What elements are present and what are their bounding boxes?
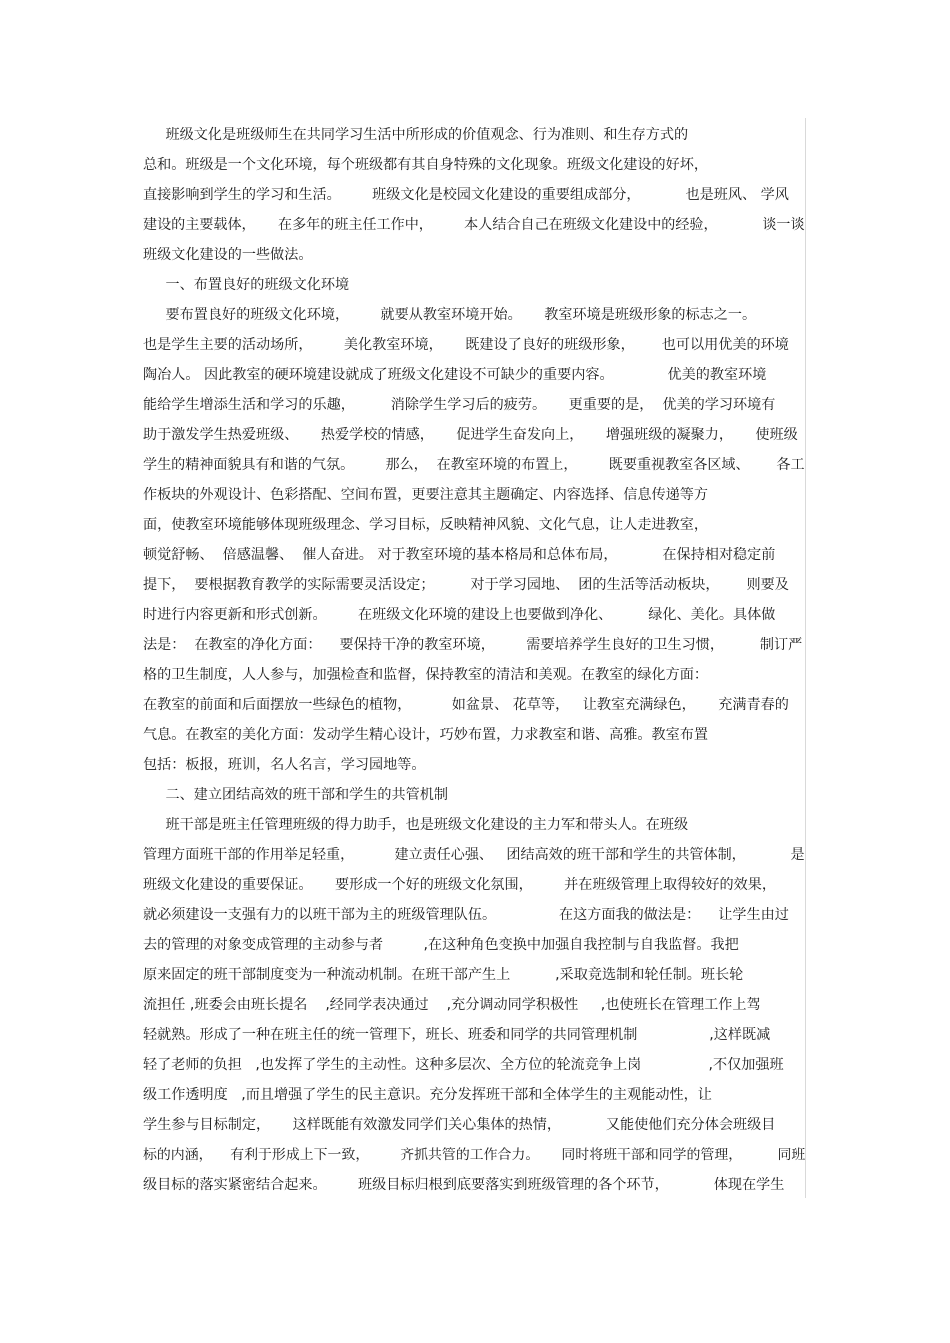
text-line: 轻了老师的负担 ,也发挥了学生的主动性。这种多层次、全方位的轮流竞争上岗 ,不仅加强班 [143, 1057, 784, 1073]
text-line: 要布置良好的班级文化环境， 就要从教室环境开始。 教室环境是班级形象的标志之一。 [143, 307, 757, 323]
text-line: 级工作透明度 ,而且增强了学生的民主意识。充分发挥班干部和全体学生的主观能动性，让 [143, 1087, 712, 1103]
text-line: 气息。在教室的美化方面：发动学生精心设计，巧妙布置，力求教室和谐、高雅。教室布置 [143, 727, 709, 743]
text-line: 格的卫生制度，人人参与，加强检查和监督，保持教室的清洁和美观。在教室的绿化方面： [143, 667, 709, 683]
text-line: 提下， 要根据教育教学的实际需要灵活设定； 对于学习园地、 团的生活等活动板块， 则要及 [143, 577, 789, 593]
text-line: 学生的精神面貌具有和谐的气氛。 那么， 在教室环境的布置上， 既要重视教室各区域、 各工 [143, 457, 805, 473]
text-line: 班级文化是班级师生在共同学习生活中所形成的价值观念、行为准则、和生存方式的 [143, 127, 689, 143]
text-line: 流担任 ,班委会由班长提名 ,经同学表决通过 ,充分调动同学积极性 ,也使班长在管理工作上驾 [143, 997, 761, 1013]
text-line: 包括：板报，班训，名人名言，学习园地等。 [143, 757, 426, 773]
text-line: 在教室的前面和后面摆放一些绿色的植物， 如盆景、 花草等， 让教室充满绿色， 充满青春的 [143, 697, 789, 713]
text-line: 建设的主要载体， 在多年的班主任工作中， 本人结合自己在班级文化建设中的经验， 谈一谈 [143, 217, 805, 233]
document-body [143, 120, 808, 1200]
text-line: 能给学生增添生活和学习的乐趣， 消除学生学习后的疲劳。 更重要的是， 优美的学习环境有 [143, 397, 776, 413]
text-line: 面，使教室环境能够体现班级理念、学习目标，反映精神风貌、文化气息，让人走进教室， [143, 517, 709, 533]
text-line: 班级文化建设的重要保证。 要形成一个好的班级文化氛围， 并在班级管理上取得较好的效果， [143, 877, 777, 893]
text-line: 就必须建设一支强有力的以班干部为主的班级管理队伍。 在这方面我的做法是： 让学生由过 [143, 907, 789, 923]
text-line: 级目标的落实紧密结合起来。 班级目标归根到底要落实到班级管理的各个环节， 体现在学生 [143, 1177, 785, 1193]
text-line: 直接影响到学生的学习和生活。 班级文化是校园文化建设的重要组成部分， 也是班风、 学风 [143, 187, 789, 203]
text-line: 班干部是班主任管理班级的得力助手，也是班级文化建设的主力军和带头人。在班级 [143, 817, 689, 833]
text-line: 班级文化建设的一些做法。 [143, 247, 313, 263]
text-line: 二、建立团结高效的班干部和学生的共管机制 [143, 787, 448, 803]
text-line: 一、布置良好的班级文化环境 [143, 277, 350, 293]
text-line: 轻就熟。形成了一种在班主任的统一管理下，班长、班委和同学的共同管理机制 ,这样既减 [143, 1027, 771, 1043]
text-line: 时进行内容更新和形式创新。 在班级文化环境的建设上也要做到净化、 绿化、美化。具体做 [143, 607, 776, 623]
text-line: 学生参与目标制定， 这样既能有效激发同学们关心集体的热情， 又能使他们充分体会班级目 [143, 1117, 776, 1133]
text-line: 管理方面班干部的作用举足轻重， 建立责任心强、 团结高效的班干部和学生的共管体制， 是 [143, 847, 805, 863]
text-line: 去的管理的对象变成管理的主动参与者 ,在这种角色变换中加强自我控制与自我监督。我把 [143, 937, 739, 953]
text-line: 作板块的外观设计、色彩搭配、空间布置，更要注意其主题确定、内容选择、信息传递等方 [143, 487, 709, 503]
text-line: 标的内涵， 有利于形成上下一致， 齐抓共管的工作合力。 同时将班干部和同学的管理， 同班 [143, 1147, 806, 1163]
text-line: 总和。班级是一个文化环境，每个班级都有其自身特殊的文化现象。班级文化建设的好坏， [143, 157, 709, 173]
text-line: 也是学生主要的活动场所， 美化教室环境， 既建设了良好的班级形象， 也可以用优美的环境 [143, 337, 789, 353]
text-line: 法是： 在教室的净化方面： 要保持干净的教室环境， 需要培养学生良好的卫生习惯， 制订严 [143, 637, 803, 653]
text-line: 陶冶人。 因此教室的硬环境建设就成了班级文化建设不可缺少的重要内容。 优美的教室环境 [143, 367, 767, 383]
text-line: 助于激发学生热爱班级、 热爱学校的情感， 促进学生奋发向上， 增强班级的凝聚力， 使班级 [143, 427, 798, 443]
text-line: 原来固定的班干部制度变为一种流动机制。在班干部产生上 ,采取竞选制和轮任制。班长轮 [143, 967, 744, 983]
text-line: 顿觉舒畅、 倍感温馨、 催人奋进。 对于教室环境的基本格局和总体布局， 在保持相对稳定前 [143, 547, 776, 563]
